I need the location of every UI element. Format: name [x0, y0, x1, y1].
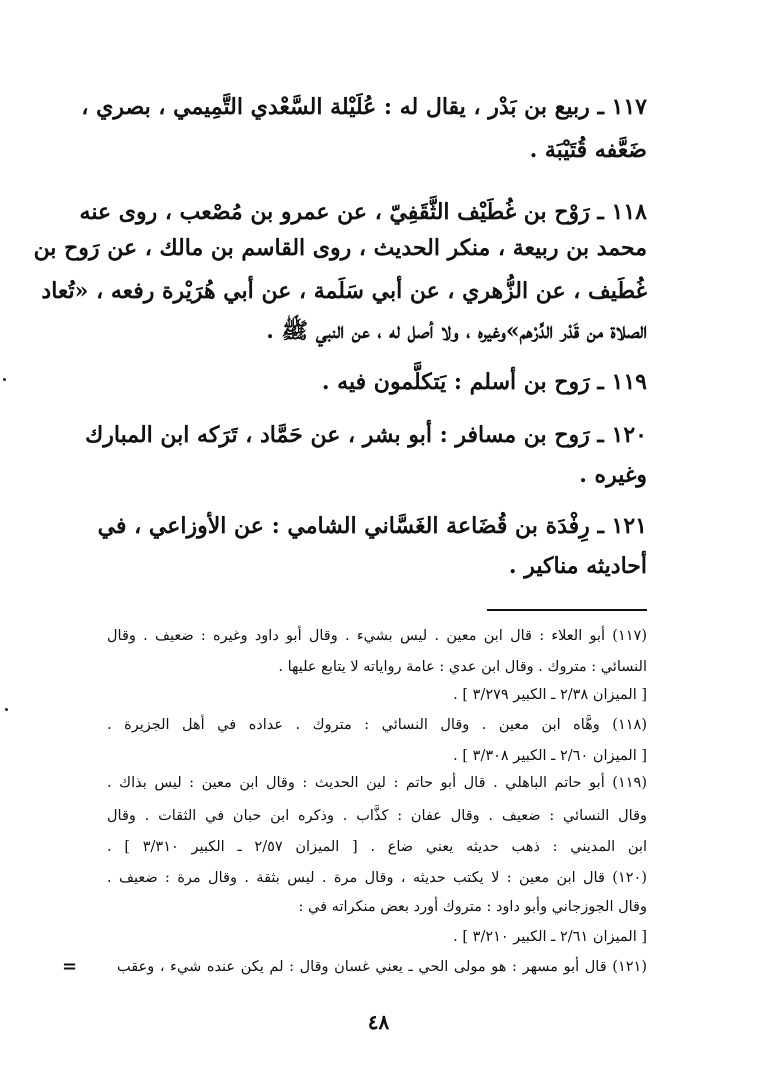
footnote-118-line-2: [ الميزان ٢/٦٠ ـ الكبير ٣/٣٠٨ ] .	[453, 748, 647, 764]
entry-118-line-2: محمد بن ربيعة ، منكر الحديث ، روى القاسم بن مالك ، عن رَوح بن	[33, 235, 647, 261]
footnote-117-line-1: (١١٧) أبو العلاء : قال ابن معين . ليس بشيء . وقال أبو داود وغيره : ضعيف . وقال	[107, 628, 647, 644]
page-number: ٤٨	[367, 1010, 390, 1034]
footnote-separator	[487, 609, 647, 611]
scan-speck	[5, 708, 8, 711]
footnote-120-line-3: [ الميزان ٢/٦١ ـ الكبير ٣/٢١٠ ] .	[453, 929, 647, 945]
entry-117-line-2: ضَعَّفه قُتَيْبَة .	[529, 137, 647, 163]
footnote-119-line-1: (١١٩) أبو حاتم الباهلي . قال أبو حاتم : لين الحديث : وقال ابن معين : ليس بذاك .	[107, 775, 647, 791]
scan-speck	[3, 378, 6, 381]
entry-120-line-2: وغيره .	[579, 462, 647, 488]
entry-120-line-1: ١٢٠ ـ رَوح بن مسافر : أبو بشر ، عن حَمَّاد ، تَرَكه ابن المبارك	[85, 422, 647, 448]
footnote-121-line-1: (١٢١) قال أبو مسهر : هو مولى الحي ـ يعني غسان وقال : لم يكن عنده شيء ، وعقب	[117, 959, 647, 975]
continuation-mark: =	[62, 956, 78, 977]
footnote-120-line-1: (١٢٠) قال ابن معين : لا يكتب حديثه ، وقال مرة . ليس بثقة . وقال مرة : ضعيف .	[107, 870, 647, 886]
entry-118-line-4: الصلاة من قَدْر الدِّرْهم»وغيره ، ولا أصل له ، عن النبي ﷺ .	[266, 318, 647, 344]
entry-119-line-1: ١١٩ ـ رَوح بن أسلم : يَتكلَّمون فيه .	[321, 369, 647, 395]
footnote-120-line-2: وقال الجوزجاني وأبو داود : متروك أورد بعض منكراته في :	[298, 899, 647, 915]
footnote-118-line-1: (١١٨) وهَّاه ابن معين . وقال النسائي : متروك . عداده في أهل الجزيرة .	[107, 717, 647, 733]
footnote-117-line-2: النسائي : متروك . وقال ابن عدي : عامة رواياته لا يتابع عليها .	[278, 659, 647, 675]
entry-117-line-1: ١١٧ ـ ربيع بن بَدْر ، يقال له : عُلَيْلة السَّعْدي التَّمِيمي ، بصري ،	[81, 94, 647, 120]
entry-121-line-2: أحاديثه مناكير .	[508, 553, 647, 579]
footnote-119-line-3: ابن المديني : ذهب حديثه يعني ضاع . [ الميزان ٢/٥٧ ـ الكبير ٣/٣١٠ ] .	[107, 839, 648, 855]
footnote-117-line-3: [ الميزان ٢/٣٨ ـ الكبير ٣/٢٧٩ ] .	[453, 687, 647, 703]
entry-118-line-3: غُطَيف ، عن الزُّهري ، عن أبي سَلَمة ، عن أبي هُرَيْرة رفعه ، «تُعاد	[41, 278, 647, 304]
entry-118-line-1: ١١٨ ـ رَوْح بن غُطَيْف الثَّقَفِيّ ، عن عمرو بن مُصْعب ، روى عنه	[79, 199, 647, 225]
footnote-119-line-2: وقال النسائي : ضعيف . وقال عفان : كذَّاب . وذكره ابن حبان في الثقات . وقال	[107, 808, 647, 824]
entry-121-line-1: ١٢١ ـ رِفْدَة بن قُضَاعة الغَسَّاني الشامي : عن الأوزاعي ، في	[97, 513, 647, 539]
